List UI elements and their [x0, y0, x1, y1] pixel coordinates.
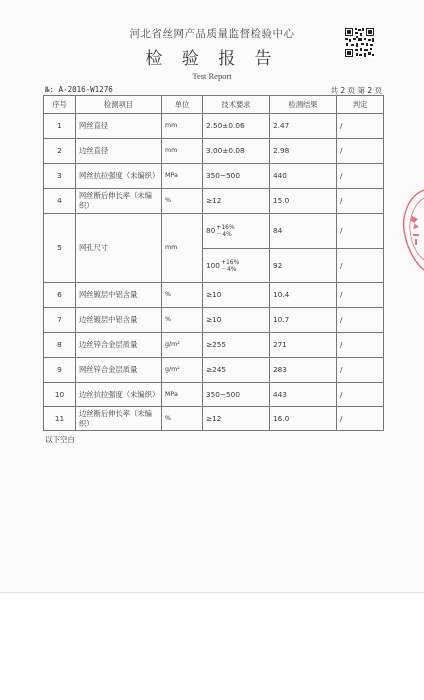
tolerance-upper: +16% [216, 224, 235, 231]
unit: MPa [162, 164, 203, 189]
unit: g/m² [162, 333, 203, 358]
tolerance-lower: －4% [220, 265, 237, 273]
row-number: 10 [44, 383, 76, 407]
row-number: 6 [44, 283, 76, 308]
result: 84 [270, 214, 337, 249]
qr-code-icon [344, 27, 375, 58]
requirement: ≥245 [203, 358, 270, 383]
table-row [44, 189, 384, 214]
verdict: / [337, 358, 384, 383]
test-item: 网丝抗拉强度（未编织） [76, 164, 162, 189]
table-row [44, 308, 384, 333]
unit: % [162, 189, 203, 214]
tolerance [221, 259, 239, 273]
unit: MPa [162, 383, 203, 407]
footer-note: 以下空白 [45, 435, 75, 444]
row-number: 11 [44, 407, 76, 431]
row-number: 2 [44, 139, 76, 164]
tolerance-lower: －4% [216, 231, 232, 238]
test-item: 网孔尺寸 [76, 214, 162, 283]
test-item: 边丝镀层中铝含量 [76, 308, 162, 333]
requirement: ≥12 [203, 189, 270, 214]
row-number: 5 [44, 214, 76, 283]
result: 440 [270, 164, 337, 189]
table-row [44, 333, 384, 358]
result: 10.7 [270, 308, 337, 333]
verdict: / [337, 283, 384, 308]
row-number: 4 [44, 189, 76, 214]
unit: g/m² [162, 358, 203, 383]
result: 283 [270, 358, 337, 383]
tolerance-upper: +16% [220, 258, 240, 266]
result: 271 [270, 333, 337, 358]
column-header: 检测项目 [76, 96, 162, 114]
verdict: / [337, 249, 384, 283]
table-row [44, 407, 384, 431]
column-header: 检测结果 [270, 96, 337, 114]
test-item: 边丝直径 [76, 139, 162, 164]
unit: mm [162, 139, 203, 164]
column-header: 判定 [337, 96, 384, 114]
table-row [44, 214, 384, 249]
row-number: 7 [44, 308, 76, 333]
seal-stamp-icon [396, 186, 424, 272]
organization-name: 河北省丝网产品质量监督检验中心 [129, 28, 295, 40]
table-row [44, 164, 384, 189]
verdict: / [337, 189, 384, 214]
requirement: 3.00±0.08 [203, 139, 270, 164]
requirement [203, 214, 270, 249]
verdict: / [337, 383, 384, 407]
requirement-base: 80 [206, 226, 216, 235]
verdict: / [337, 139, 384, 164]
result: 2.98 [270, 139, 337, 164]
result: 2.47 [270, 114, 337, 139]
row-number: 9 [44, 358, 76, 383]
row-number: 1 [44, 114, 76, 139]
result: 10.4 [270, 283, 337, 308]
requirement: ≥10 [203, 308, 270, 333]
report-subtitle: Test Report [192, 71, 232, 81]
verdict: / [337, 114, 384, 139]
verdict: / [337, 407, 384, 431]
table-row [44, 114, 384, 139]
row-number: 8 [44, 333, 76, 358]
unit: mm [162, 214, 203, 283]
unit: % [162, 283, 203, 308]
test-item: 网丝断后伸长率（未编织） [76, 189, 162, 214]
tolerance [216, 224, 234, 238]
requirement: ≥255 [203, 333, 270, 358]
report-number: №: A-2016-W1276 [45, 85, 113, 94]
result: 16.0 [270, 407, 337, 431]
requirement-base: 100 [206, 260, 220, 270]
table-row [44, 283, 384, 308]
column-header: 单位 [162, 96, 203, 114]
test-item: 边丝抗拉强度（未编织） [76, 383, 162, 407]
verdict: / [337, 214, 384, 249]
table-row [44, 139, 384, 164]
test-item: 边丝断后伸长率（未编织） [76, 407, 162, 431]
unit: % [162, 308, 203, 333]
result: 443 [270, 383, 337, 407]
table-header-row [44, 96, 384, 114]
results-table [43, 95, 384, 431]
verdict: / [337, 333, 384, 358]
requirement: ≥10 [203, 283, 270, 308]
requirement: 2.50±0.06 [203, 114, 270, 139]
report-title: 检 验 报 告 [145, 49, 279, 69]
result: 92 [270, 249, 337, 283]
table-row [44, 358, 384, 383]
table-row [44, 383, 384, 407]
verdict: / [337, 308, 384, 333]
requirement: 350~500 [203, 164, 270, 189]
test-item: 网丝直径 [76, 114, 162, 139]
column-header: 技术要求 [203, 96, 270, 114]
requirement [203, 249, 270, 283]
row-number: 3 [44, 164, 76, 189]
requirement: 350~500 [203, 383, 270, 407]
test-item: 网丝镀层中铝含量 [76, 283, 162, 308]
page-count: 共 2 页 第 2 页 [330, 86, 382, 95]
unit: mm [162, 114, 203, 139]
result: 15.0 [270, 189, 337, 214]
unit: % [162, 407, 203, 431]
test-item: 边丝锌合金层质量 [76, 333, 162, 358]
column-header: 序号 [44, 96, 76, 114]
test-item: 网丝锌合金层质量 [76, 358, 162, 383]
requirement: ≥12 [203, 407, 270, 431]
verdict: / [337, 164, 384, 189]
